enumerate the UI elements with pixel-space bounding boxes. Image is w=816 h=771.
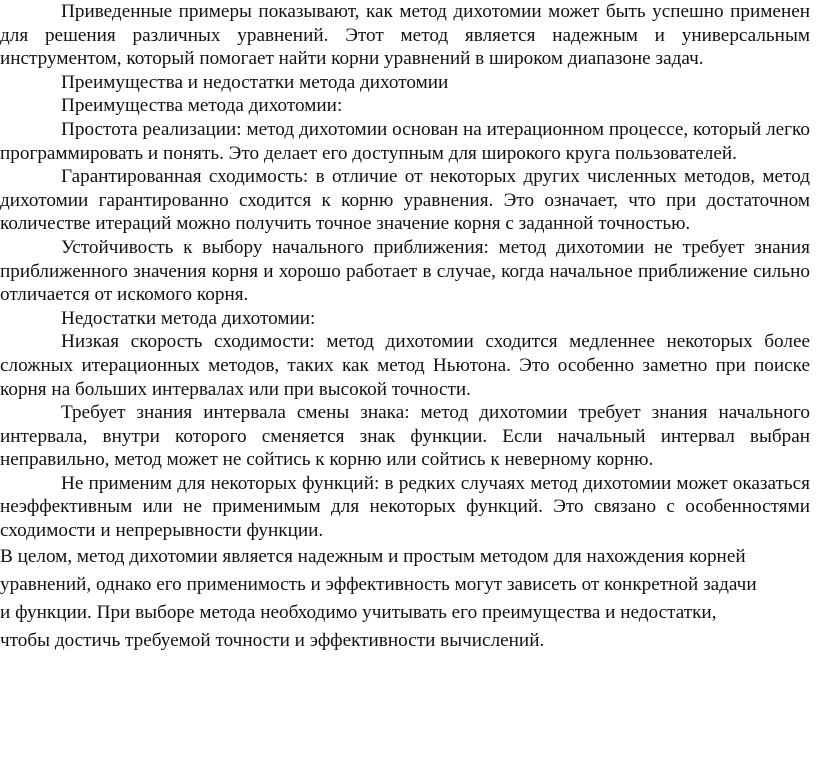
- paragraph-slow-convergence: Низкая скорость сходимости: метод дихотомии сходится медленнее некоторых более сложных итерационных методов, таких как метод Ньютона. Это особенно заметно при поиске корня на больших интервалах или при высокой точности.: [0, 331, 810, 400]
- heading-pros-cons: Преимущества и недостатки метода дихотомии: [61, 71, 449, 93]
- paragraph-sign-change-interval: Требует знания интервала смены знака: метод дихотомии требует знания начального интервала, внутри которого сменяется знак функции. Если начальный интервал выбран неправильно, метод может не сойтись к корню или сойтись к неверному корню.: [0, 402, 810, 471]
- paragraph-guaranteed-convergence: Гарантированная сходимость: в отличие от некоторых других численных методов, метод дихотомии гарантированно сходится к корню уравнения. Это означает, что при достаточном количестве итераций можно получить точное значение корня с заданной точностью.: [0, 166, 810, 235]
- heading-disadvantages: Недостатки метода дихотомии:: [61, 307, 316, 329]
- paragraph-examples-summary: Приведенные примеры показывают, как метод дихотомии может быть успешно применен для решения различных уравнений. Этот метод является надежным и универсальным инструментом, который помогает найти корни уравнений в широком диапазоне задач.: [0, 1, 810, 70]
- paragraph-robustness: Устойчивость к выбору начального приближения: метод дихотомии не требует знания приближенного значения корня и хорошо работает в случае, когда начальное приближение сильно отличается от искомого корня.: [0, 236, 810, 306]
- paragraph-simplicity: Простота реализации: метод дихотомии основан на итерационном процессе, который легко программировать и понять. Это делает его доступным для широкого круга пользователей.: [0, 118, 810, 164]
- paragraph-conclusion: В целом, метод дихотомии является надежным и простым методом для нахождения корней уравнений, однако его применимость и эффективность могут зависеть от конкретной задачи и функции. При выборе метода необходимо учитывать его преимущества и недостатки, чтобы достичь требуемой точности и эффективности вычислений.: [0, 545, 757, 651]
- heading-advantages: Преимущества метода дихотомии:: [61, 95, 343, 117]
- paragraph-not-applicable: Не применим для некоторых функций: в редких случаях метод дихотомии может оказаться неэффективным или не применимым для некоторых функций. Это связано с особенностями сходимости и непрерывности функции.: [0, 472, 810, 542]
